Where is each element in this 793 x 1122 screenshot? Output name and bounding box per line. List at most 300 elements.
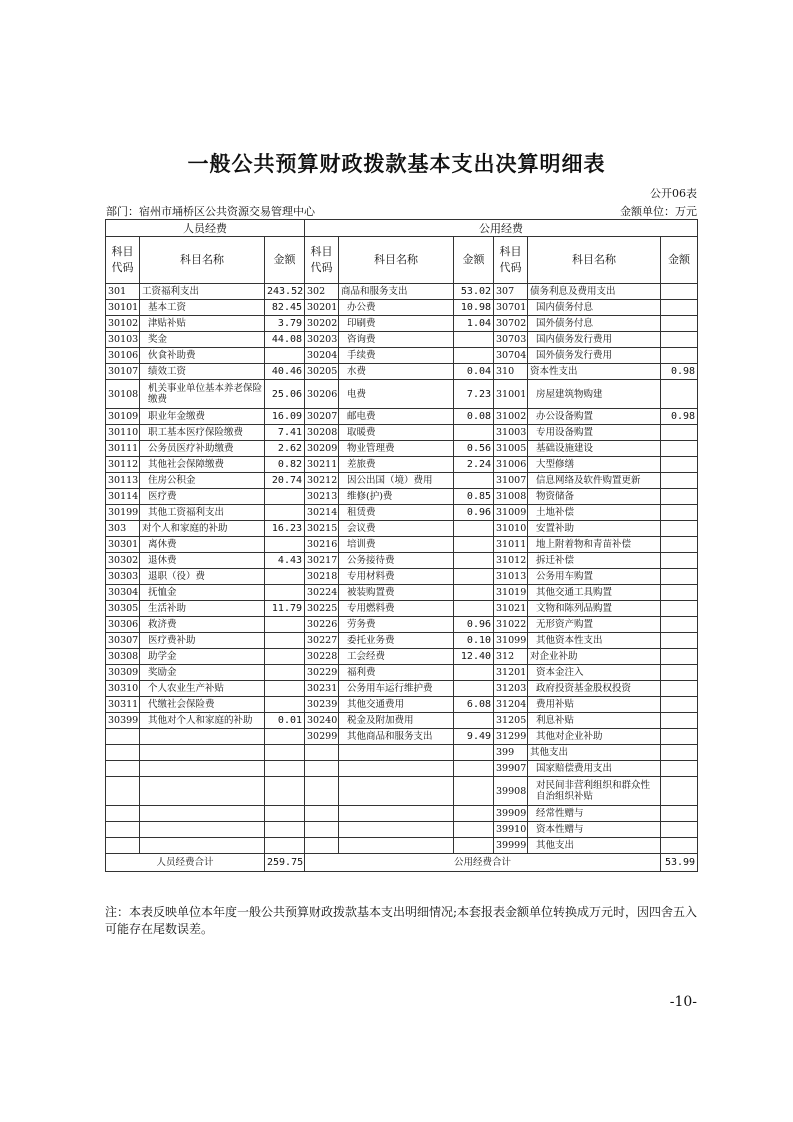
table-row (106, 300, 698, 316)
table-row (106, 601, 698, 617)
cell-name: 土地补偿 (528, 505, 661, 521)
cell-name: 劳务费 (339, 617, 454, 633)
cell-amount: 2.24 (454, 457, 494, 473)
cell-code: 31201 (494, 665, 528, 681)
cell-code: 30310 (106, 681, 140, 697)
table-row (106, 457, 698, 473)
header-name: 科目名称 (140, 237, 265, 284)
cell-code: 30308 (106, 649, 140, 665)
cell-name: 基础设施建设 (528, 441, 661, 457)
cell-name (140, 806, 265, 822)
cell-code: 30215 (305, 521, 339, 537)
cell-amount (454, 537, 494, 553)
cell-amount (265, 537, 305, 553)
cell-amount (265, 838, 305, 854)
cell-code: 30303 (106, 569, 140, 585)
table-row (106, 838, 698, 854)
table-row (106, 489, 698, 505)
cell-amount: 10.98 (454, 300, 494, 316)
cell-code: 30702 (494, 316, 528, 332)
cell-amount (661, 473, 698, 489)
table-row (106, 473, 698, 489)
cell-amount (265, 665, 305, 681)
cell-code (305, 761, 339, 777)
cell-code: 30225 (305, 601, 339, 617)
cell-name: 助学金 (140, 649, 265, 665)
cell-code: 301 (106, 284, 140, 300)
cell-amount: 1.04 (454, 316, 494, 332)
cell-code: 302 (305, 284, 339, 300)
cell-name: 工资福利支出 (140, 284, 265, 300)
cell-code: 30302 (106, 553, 140, 569)
cell-name: 救济费 (140, 617, 265, 633)
cell-code: 31021 (494, 601, 528, 617)
cell-amount (454, 822, 494, 838)
cell-name: 被装购置费 (339, 585, 454, 601)
cell-code: 30109 (106, 409, 140, 425)
header-name: 科目名称 (339, 237, 454, 284)
cell-code: 30399 (106, 713, 140, 729)
header-code: 科目 代码 (106, 237, 140, 284)
cell-name: 取暖费 (339, 425, 454, 441)
cell-name: 国外债务付息 (528, 316, 661, 332)
cell-amount (454, 777, 494, 806)
cell-amount (661, 316, 698, 332)
cell-amount: 0.08 (454, 409, 494, 425)
cell-code: 31011 (494, 537, 528, 553)
cell-name: 地上附着物和青苗补偿 (528, 537, 661, 553)
cell-code: 30211 (305, 457, 339, 473)
cell-amount (661, 761, 698, 777)
cell-name: 商品和服务支出 (339, 284, 454, 300)
cell-amount (661, 441, 698, 457)
header-code: 科目 代码 (305, 237, 339, 284)
cell-name: 因公出国（境）费用 (339, 473, 454, 489)
table-row (106, 537, 698, 553)
cell-name: 办公费 (339, 300, 454, 316)
cell-amount (265, 822, 305, 838)
cell-name: 安置补助 (528, 521, 661, 537)
cell-amount (454, 806, 494, 822)
header-amount: 金额 (661, 237, 698, 284)
cell-amount: 0.10 (454, 633, 494, 649)
cell-name: 租赁费 (339, 505, 454, 521)
cell-amount: 3.79 (265, 316, 305, 332)
cell-code: 31007 (494, 473, 528, 489)
cell-name: 维修(护)费 (339, 489, 454, 505)
cell-amount (454, 601, 494, 617)
cell-name: 资本金注入 (528, 665, 661, 681)
table-row (106, 425, 698, 441)
cell-code: 30111 (106, 441, 140, 457)
table-row (106, 806, 698, 822)
cell-name: 退职（役）费 (140, 569, 265, 585)
cell-code: 312 (494, 649, 528, 665)
footnote: 注：本表反映单位本年度一般公共预算财政拨款基本支出明细情况;本套报表金额单位转换成万元时，因四舍五入可能存在尾数误差。 (105, 905, 698, 936)
cell-amount (265, 585, 305, 601)
cell-code: 31019 (494, 585, 528, 601)
cell-code: 30205 (305, 364, 339, 380)
table-row (106, 617, 698, 633)
cell-amount: 11.79 (265, 601, 305, 617)
cell-code (106, 806, 140, 822)
cell-name: 利息补贴 (528, 713, 661, 729)
cell-code: 31001 (494, 380, 528, 409)
cell-name (339, 777, 454, 806)
cell-code: 30218 (305, 569, 339, 585)
cell-name: 培训费 (339, 537, 454, 553)
cell-name: 个人农业生产补贴 (140, 681, 265, 697)
cell-amount (661, 838, 698, 854)
cell-amount (661, 300, 698, 316)
cell-amount (454, 521, 494, 537)
cell-code: 30703 (494, 332, 528, 348)
cell-code (106, 761, 140, 777)
cell-code: 30199 (106, 505, 140, 521)
table-row (106, 729, 698, 745)
cell-name: 水费 (339, 364, 454, 380)
cell-code: 39909 (494, 806, 528, 822)
cell-name: 经常性赠与 (528, 806, 661, 822)
header-code: 科目 代码 (494, 237, 528, 284)
cell-name: 专用燃料费 (339, 601, 454, 617)
cell-name: 其他资本性支出 (528, 633, 661, 649)
cell-code: 30309 (106, 665, 140, 681)
cell-amount: 82.45 (265, 300, 305, 316)
cell-code: 30103 (106, 332, 140, 348)
cell-amount (661, 777, 698, 806)
cell-amount: 7.41 (265, 425, 305, 441)
cell-code: 31005 (494, 441, 528, 457)
cell-amount: 44.08 (265, 332, 305, 348)
cell-name: 津贴补贴 (140, 316, 265, 332)
cell-code: 39999 (494, 838, 528, 854)
cell-amount (661, 380, 698, 409)
table-row (106, 409, 698, 425)
table-row (106, 633, 698, 649)
table-row (106, 665, 698, 681)
cell-code: 30203 (305, 332, 339, 348)
cell-amount (265, 348, 305, 364)
cell-code: 30212 (305, 473, 339, 489)
cell-name (140, 822, 265, 838)
page-title: 一般公共预算财政拨款基本支出决算明细表 (187, 151, 606, 176)
cell-code: 30229 (305, 665, 339, 681)
table-row (106, 505, 698, 521)
group-header-row (106, 220, 698, 237)
cell-code: 30231 (305, 681, 339, 697)
cell-amount (454, 713, 494, 729)
public-total-amount: 53.99 (661, 854, 698, 872)
cell-amount (661, 505, 698, 521)
cell-amount: 0.98 (661, 364, 698, 380)
cell-code: 30214 (305, 505, 339, 521)
cell-name: 手续费 (339, 348, 454, 364)
table-row (106, 585, 698, 601)
cell-code: 31003 (494, 425, 528, 441)
cell-code: 30311 (106, 697, 140, 713)
cell-amount: 9.49 (454, 729, 494, 745)
cell-code: 39910 (494, 822, 528, 838)
cell-amount: 0.04 (454, 364, 494, 380)
cell-code: 30113 (106, 473, 140, 489)
cell-code: 30701 (494, 300, 528, 316)
cell-code: 30201 (305, 300, 339, 316)
cell-code: 30301 (106, 537, 140, 553)
cell-name: 对企业补助 (528, 649, 661, 665)
cell-name: 咨询费 (339, 332, 454, 348)
cell-name: 其他商品和服务支出 (339, 729, 454, 745)
cell-amount (265, 697, 305, 713)
cell-amount (454, 745, 494, 761)
cell-name: 公务员医疗补助缴费 (140, 441, 265, 457)
cell-code: 30202 (305, 316, 339, 332)
cell-name: 国外债务发行费用 (528, 348, 661, 364)
cell-code: 39908 (494, 777, 528, 806)
table-row (106, 316, 698, 332)
table-row (106, 569, 698, 585)
cell-amount: 40.46 (265, 364, 305, 380)
cell-name (339, 761, 454, 777)
cell-name (140, 777, 265, 806)
cell-code (305, 777, 339, 806)
cell-amount: 0.96 (454, 617, 494, 633)
cell-code: 30224 (305, 585, 339, 601)
cell-name: 国内债务发行费用 (528, 332, 661, 348)
cell-name: 其他对企业补助 (528, 729, 661, 745)
cell-name: 公务用车运行维护费 (339, 681, 454, 697)
cell-name: 对个人和家庭的补助 (140, 521, 265, 537)
public-total-label: 公用经费合计 (305, 854, 661, 872)
cell-amount (661, 521, 698, 537)
cell-name: 其他对个人和家庭的补助 (140, 713, 265, 729)
cell-name: 离休费 (140, 537, 265, 553)
cell-name: 其他交通工具购置 (528, 585, 661, 601)
table-row (106, 681, 698, 697)
table-row (106, 364, 698, 380)
cell-code: 31099 (494, 633, 528, 649)
cell-code: 30240 (305, 713, 339, 729)
cell-amount (454, 473, 494, 489)
cell-amount (661, 806, 698, 822)
cell-code: 30305 (106, 601, 140, 617)
table-row (106, 553, 698, 569)
cell-code: 310 (494, 364, 528, 380)
cell-amount (661, 284, 698, 300)
cell-code (305, 745, 339, 761)
group-personnel: 人员经费 (106, 220, 305, 237)
cell-amount: 4.43 (265, 553, 305, 569)
table-row (106, 380, 698, 409)
cell-amount (265, 777, 305, 806)
cell-name (140, 729, 265, 745)
cell-amount: 12.40 (454, 649, 494, 665)
cell-amount (661, 633, 698, 649)
cell-amount (265, 745, 305, 761)
cell-amount (265, 806, 305, 822)
cell-amount (661, 745, 698, 761)
cell-name: 物业管理费 (339, 441, 454, 457)
cell-code: 31002 (494, 409, 528, 425)
cell-name: 邮电费 (339, 409, 454, 425)
cell-name: 抚恤金 (140, 585, 265, 601)
cell-amount (454, 681, 494, 697)
cell-amount (454, 425, 494, 441)
cell-name: 信息网络及软件购置更新 (528, 473, 661, 489)
header-amount: 金额 (454, 237, 494, 284)
cell-code: 30304 (106, 585, 140, 601)
cell-name: 其他交通费用 (339, 697, 454, 713)
cell-name: 职业年金缴费 (140, 409, 265, 425)
cell-code: 31006 (494, 457, 528, 473)
personnel-total-amount: 259.75 (265, 854, 305, 872)
cell-code: 30204 (305, 348, 339, 364)
table-row (106, 332, 698, 348)
cell-name: 房屋建筑物购建 (528, 380, 661, 409)
cell-amount: 0.01 (265, 713, 305, 729)
cell-amount (454, 348, 494, 364)
cell-code: 31022 (494, 617, 528, 633)
cell-code: 30227 (305, 633, 339, 649)
cell-name: 公务接待费 (339, 553, 454, 569)
cell-name: 住房公积金 (140, 473, 265, 489)
cell-name: 专用设备购置 (528, 425, 661, 441)
cell-name: 生活补助 (140, 601, 265, 617)
cell-amount: 53.02 (454, 284, 494, 300)
cell-code (305, 806, 339, 822)
cell-name (140, 761, 265, 777)
cell-amount (265, 729, 305, 745)
table-row (106, 521, 698, 537)
cell-code: 39907 (494, 761, 528, 777)
cell-code: 31299 (494, 729, 528, 745)
cell-name: 对民间非营利组织和群众性自治组织补贴 (528, 777, 661, 806)
cell-name: 医疗费 (140, 489, 265, 505)
cell-code: 31205 (494, 713, 528, 729)
cell-code: 307 (494, 284, 528, 300)
cell-amount (454, 553, 494, 569)
cell-name: 退休费 (140, 553, 265, 569)
cell-amount (661, 697, 698, 713)
cell-amount: 2.62 (265, 441, 305, 457)
cell-amount: 243.52 (265, 284, 305, 300)
cell-amount: 0.56 (454, 441, 494, 457)
table-row (106, 761, 698, 777)
cell-code: 30208 (305, 425, 339, 441)
cell-name: 委托业务费 (339, 633, 454, 649)
header-amount: 金额 (265, 237, 305, 284)
cell-name: 其他工资福利支出 (140, 505, 265, 521)
cell-name: 国家赔偿费用支出 (528, 761, 661, 777)
cell-amount (661, 681, 698, 697)
unit-label: 金额单位：万元 (620, 205, 697, 218)
cell-name: 基本工资 (140, 300, 265, 316)
cell-amount (454, 838, 494, 854)
table-row (106, 284, 698, 300)
cell-name: 物资储备 (528, 489, 661, 505)
cell-name (140, 745, 265, 761)
cell-name: 奖励金 (140, 665, 265, 681)
cell-name (140, 838, 265, 854)
cell-name: 其他社会保障缴费 (140, 457, 265, 473)
table-row (106, 649, 698, 665)
cell-amount (661, 569, 698, 585)
cell-code: 30107 (106, 364, 140, 380)
cell-code (106, 729, 140, 745)
table-row (106, 713, 698, 729)
cell-name: 资本性支出 (528, 364, 661, 380)
expenditure-table (105, 219, 698, 872)
cell-amount: 16.23 (265, 521, 305, 537)
cell-name: 机关事业单位基本养老保险缴费 (140, 380, 265, 409)
cell-code (305, 822, 339, 838)
cell-amount (265, 633, 305, 649)
cell-amount (661, 617, 698, 633)
cell-amount (454, 665, 494, 681)
cell-code: 30106 (106, 348, 140, 364)
cell-code: 303 (106, 521, 140, 537)
cell-amount: 0.85 (454, 489, 494, 505)
cell-amount (265, 649, 305, 665)
cell-name: 差旅费 (339, 457, 454, 473)
cell-amount (454, 332, 494, 348)
cell-amount (265, 681, 305, 697)
cell-code: 30102 (106, 316, 140, 332)
cell-amount (661, 713, 698, 729)
cell-name (339, 806, 454, 822)
cell-code: 30228 (305, 649, 339, 665)
cell-amount (661, 457, 698, 473)
cell-code: 30108 (106, 380, 140, 409)
cell-code: 30209 (305, 441, 339, 457)
cell-code: 30239 (305, 697, 339, 713)
cell-name: 代缴社会保险费 (140, 697, 265, 713)
cell-name: 工会经费 (339, 649, 454, 665)
cell-name: 费用补贴 (528, 697, 661, 713)
header-name: 科目名称 (528, 237, 661, 284)
cell-name: 绩效工资 (140, 364, 265, 380)
table-row (106, 348, 698, 364)
cell-amount (265, 489, 305, 505)
cell-name: 会议费 (339, 521, 454, 537)
cell-amount (661, 553, 698, 569)
cell-name (339, 838, 454, 854)
cell-code: 30110 (106, 425, 140, 441)
cell-name: 电费 (339, 380, 454, 409)
cell-code (305, 838, 339, 854)
table-row (106, 745, 698, 761)
table-row (106, 441, 698, 457)
cell-amount: 0.98 (661, 409, 698, 425)
cell-code: 31203 (494, 681, 528, 697)
cell-name (339, 822, 454, 838)
cell-amount (265, 617, 305, 633)
cell-code: 399 (494, 745, 528, 761)
page-number: -10- (669, 994, 697, 1010)
cell-amount: 20.74 (265, 473, 305, 489)
cell-code (106, 745, 140, 761)
table-row (106, 697, 698, 713)
cell-code: 30306 (106, 617, 140, 633)
cell-code: 30206 (305, 380, 339, 409)
group-public: 公用经费 (305, 220, 698, 237)
cell-name: 税金及附加费用 (339, 713, 454, 729)
cell-amount (661, 729, 698, 745)
cell-amount: 0.82 (265, 457, 305, 473)
cell-name: 伙食补助费 (140, 348, 265, 364)
cell-name: 国内债务付息 (528, 300, 661, 316)
cell-name: 拆迁补偿 (528, 553, 661, 569)
